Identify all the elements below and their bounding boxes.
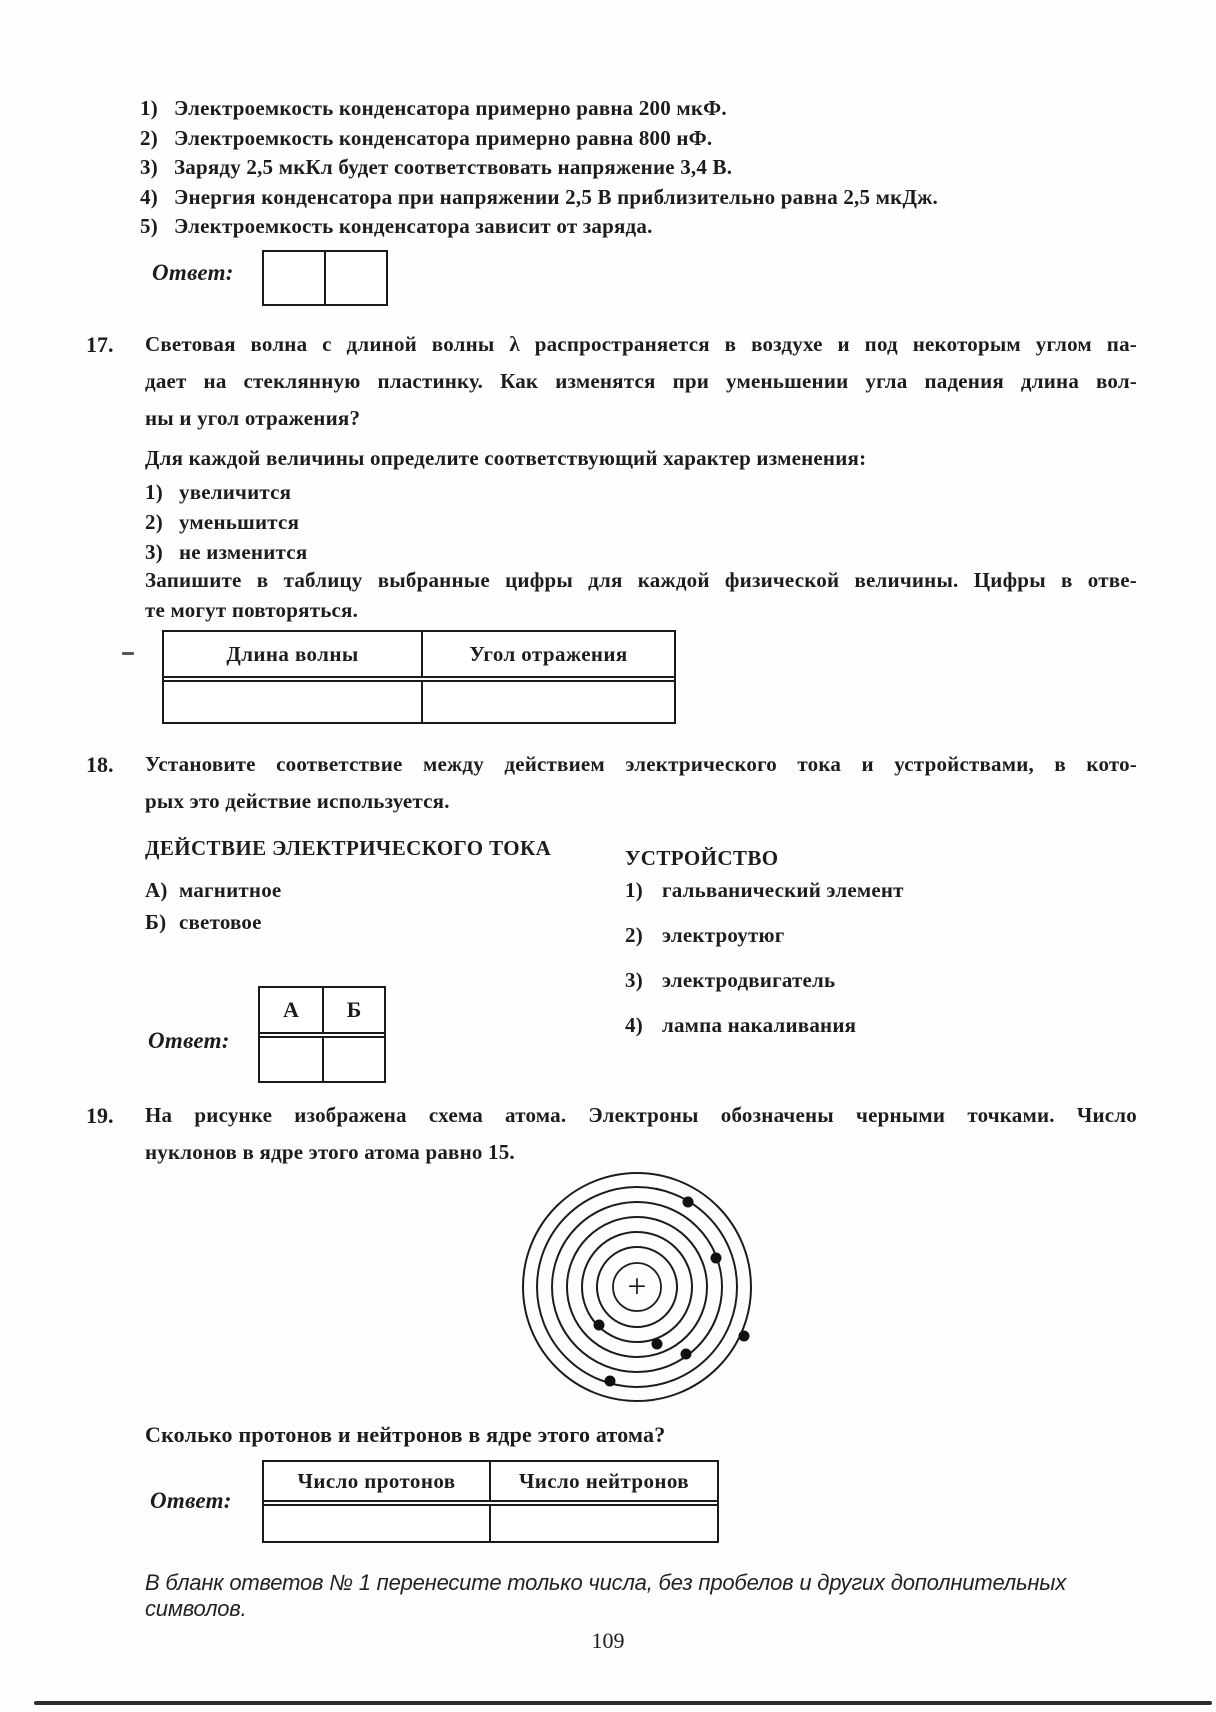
list-item bbox=[145, 510, 307, 540]
answer-cell bbox=[324, 252, 386, 304]
q19-question: Сколько протонов и нейтронов в ядре этого атома? bbox=[145, 1422, 666, 1447]
option-number: 1) bbox=[625, 878, 643, 902]
q19-answer-table bbox=[262, 1460, 719, 1543]
table-cell-empty bbox=[423, 682, 674, 722]
electron-dot bbox=[652, 1339, 663, 1350]
q18-text bbox=[145, 752, 1137, 826]
table-cell-empty bbox=[260, 1038, 324, 1081]
electron-dot bbox=[594, 1320, 605, 1331]
option-letter: Б) bbox=[145, 910, 167, 934]
answer-cell bbox=[264, 252, 324, 304]
option-number: 2) bbox=[625, 923, 643, 947]
option-number: 5) bbox=[140, 214, 158, 238]
table-header-cell: Б bbox=[346, 997, 362, 1022]
footer-note: В бланк ответов № 1 перенесите только числа, без пробелов и других дополнительных символов. bbox=[145, 1570, 1067, 1621]
option-number: 1) bbox=[140, 96, 158, 120]
q17-text bbox=[145, 332, 1137, 443]
option-number: 3) bbox=[140, 155, 158, 179]
table-cell-empty bbox=[164, 682, 423, 722]
option-number: 4) bbox=[625, 1013, 643, 1037]
electron-dot bbox=[711, 1253, 722, 1264]
list-item bbox=[140, 155, 1140, 185]
option-text: Электроемкость конденсатора примерно равна 800 нФ. bbox=[174, 125, 713, 150]
table-cell-empty bbox=[324, 1038, 384, 1081]
list-item bbox=[625, 923, 904, 968]
list-item bbox=[140, 185, 1140, 215]
table-cell-empty bbox=[264, 1506, 491, 1541]
q19-answer-label: Ответ: bbox=[150, 1488, 232, 1513]
table-header-cell: Число нейтронов bbox=[518, 1469, 690, 1493]
option-number: 2) bbox=[145, 510, 163, 534]
table-header-cell: Число протонов bbox=[264, 1462, 491, 1500]
q17-instruction bbox=[145, 568, 1137, 628]
option-text: Заряду 2,5 мкКл будет соответствовать напряжение 3,4 В. bbox=[174, 155, 733, 179]
paragraph-line: Световая волна с длиной волны λ распространяется в воздухе и под некоторым углом па- bbox=[145, 332, 1137, 356]
option-text: световое bbox=[179, 910, 262, 934]
q18-left-items bbox=[145, 878, 281, 942]
list-item bbox=[145, 878, 281, 910]
list-item bbox=[145, 540, 307, 570]
option-text: гальванический элемент bbox=[662, 878, 904, 902]
atom-diagram-svg bbox=[507, 1157, 767, 1417]
nucleus-plus-label: + bbox=[627, 1268, 647, 1306]
q17-options-list bbox=[145, 480, 307, 570]
option-text: увеличится bbox=[179, 480, 292, 504]
option-number: 3) bbox=[145, 540, 163, 564]
option-text: Электроемкость конденсатора зависит от заряда. bbox=[174, 214, 653, 238]
q17-prompt: Для каждой величины определите соответствующий характер изменения: bbox=[145, 446, 867, 470]
q16-answer-box bbox=[262, 250, 388, 306]
list-item bbox=[625, 1013, 904, 1058]
option-text: электроутюг bbox=[662, 923, 785, 947]
q16-options-list bbox=[140, 96, 1140, 244]
q18-answer-table bbox=[258, 986, 386, 1083]
q18-right-items bbox=[625, 878, 904, 1058]
table-header-cell: А bbox=[260, 988, 324, 1032]
q17-number: 17. bbox=[86, 332, 114, 357]
paragraph-line: те могут повторяться. bbox=[145, 598, 359, 622]
table-cell-empty bbox=[491, 1506, 717, 1541]
paragraph-line: рых это действие используется. bbox=[145, 789, 450, 813]
table-header-cell: Угол отражения bbox=[469, 642, 628, 666]
option-text: Электроемкость конденсатора примерно равна 200 мкФ. bbox=[174, 96, 727, 120]
option-letter: А) bbox=[145, 878, 168, 902]
list-item bbox=[145, 910, 281, 942]
q19-number: 19. bbox=[86, 1103, 114, 1128]
paragraph-line: Установите соответствие между действием электрического тока и устройствами, в кото- bbox=[145, 752, 1137, 776]
option-text: лампа накаливания bbox=[662, 1013, 857, 1037]
list-item bbox=[140, 214, 1140, 244]
paragraph-line: дает на стеклянную пластинку. Как изменятся при уменьшении угла падения длина вол- bbox=[145, 369, 1137, 393]
electron-dot bbox=[605, 1376, 616, 1387]
list-item bbox=[625, 968, 904, 1013]
option-text: магнитное bbox=[179, 878, 282, 902]
paragraph-line: Запишите в таблицу выбранные цифры для каждой физической величины. Цифры в отве- bbox=[145, 568, 1137, 592]
electron-dot bbox=[739, 1331, 750, 1342]
electron-dot bbox=[681, 1349, 692, 1360]
list-item bbox=[140, 96, 1140, 126]
scan-artifact-dash bbox=[122, 652, 134, 655]
option-number: 1) bbox=[145, 480, 163, 504]
scan-artifact-bottom-line bbox=[34, 1701, 1212, 1705]
table-header-cell: Длина волны bbox=[164, 632, 423, 676]
option-text: уменьшится bbox=[179, 510, 300, 534]
list-item bbox=[145, 480, 307, 510]
option-number: 4) bbox=[140, 184, 158, 209]
option-number: 2) bbox=[140, 125, 158, 150]
q18-answer-label: Ответ: bbox=[148, 1028, 230, 1053]
q18-number: 18. bbox=[86, 752, 114, 777]
q18-left-column-header: ДЕЙСТВИЕ ЭЛЕКТРИЧЕСКОГО ТОКА bbox=[145, 836, 552, 860]
option-number: 3) bbox=[625, 968, 643, 992]
paragraph-line: На рисунке изображена схема атома. Электроны обозначены черными точками. Число bbox=[145, 1103, 1137, 1127]
q18-right-column-header: УСТРОЙСТВО bbox=[625, 846, 779, 870]
q17-answer-table bbox=[162, 630, 676, 724]
option-text: электродвигатель bbox=[662, 968, 836, 992]
list-item bbox=[140, 126, 1140, 156]
page-number: 109 bbox=[591, 1628, 625, 1653]
option-text: не изменится bbox=[179, 540, 308, 564]
list-item bbox=[625, 878, 904, 923]
paragraph-line: нуклонов в ядре этого атома равно 15. bbox=[145, 1140, 515, 1164]
option-text: Энергия конденсатора при напряжении 2,5 В приблизительно равна 2,5 мкДж. bbox=[174, 184, 938, 209]
q16-answer-label: Ответ: bbox=[152, 260, 234, 285]
paragraph-line: ны и угол отражения? bbox=[145, 406, 361, 430]
electron-dot bbox=[683, 1197, 694, 1208]
